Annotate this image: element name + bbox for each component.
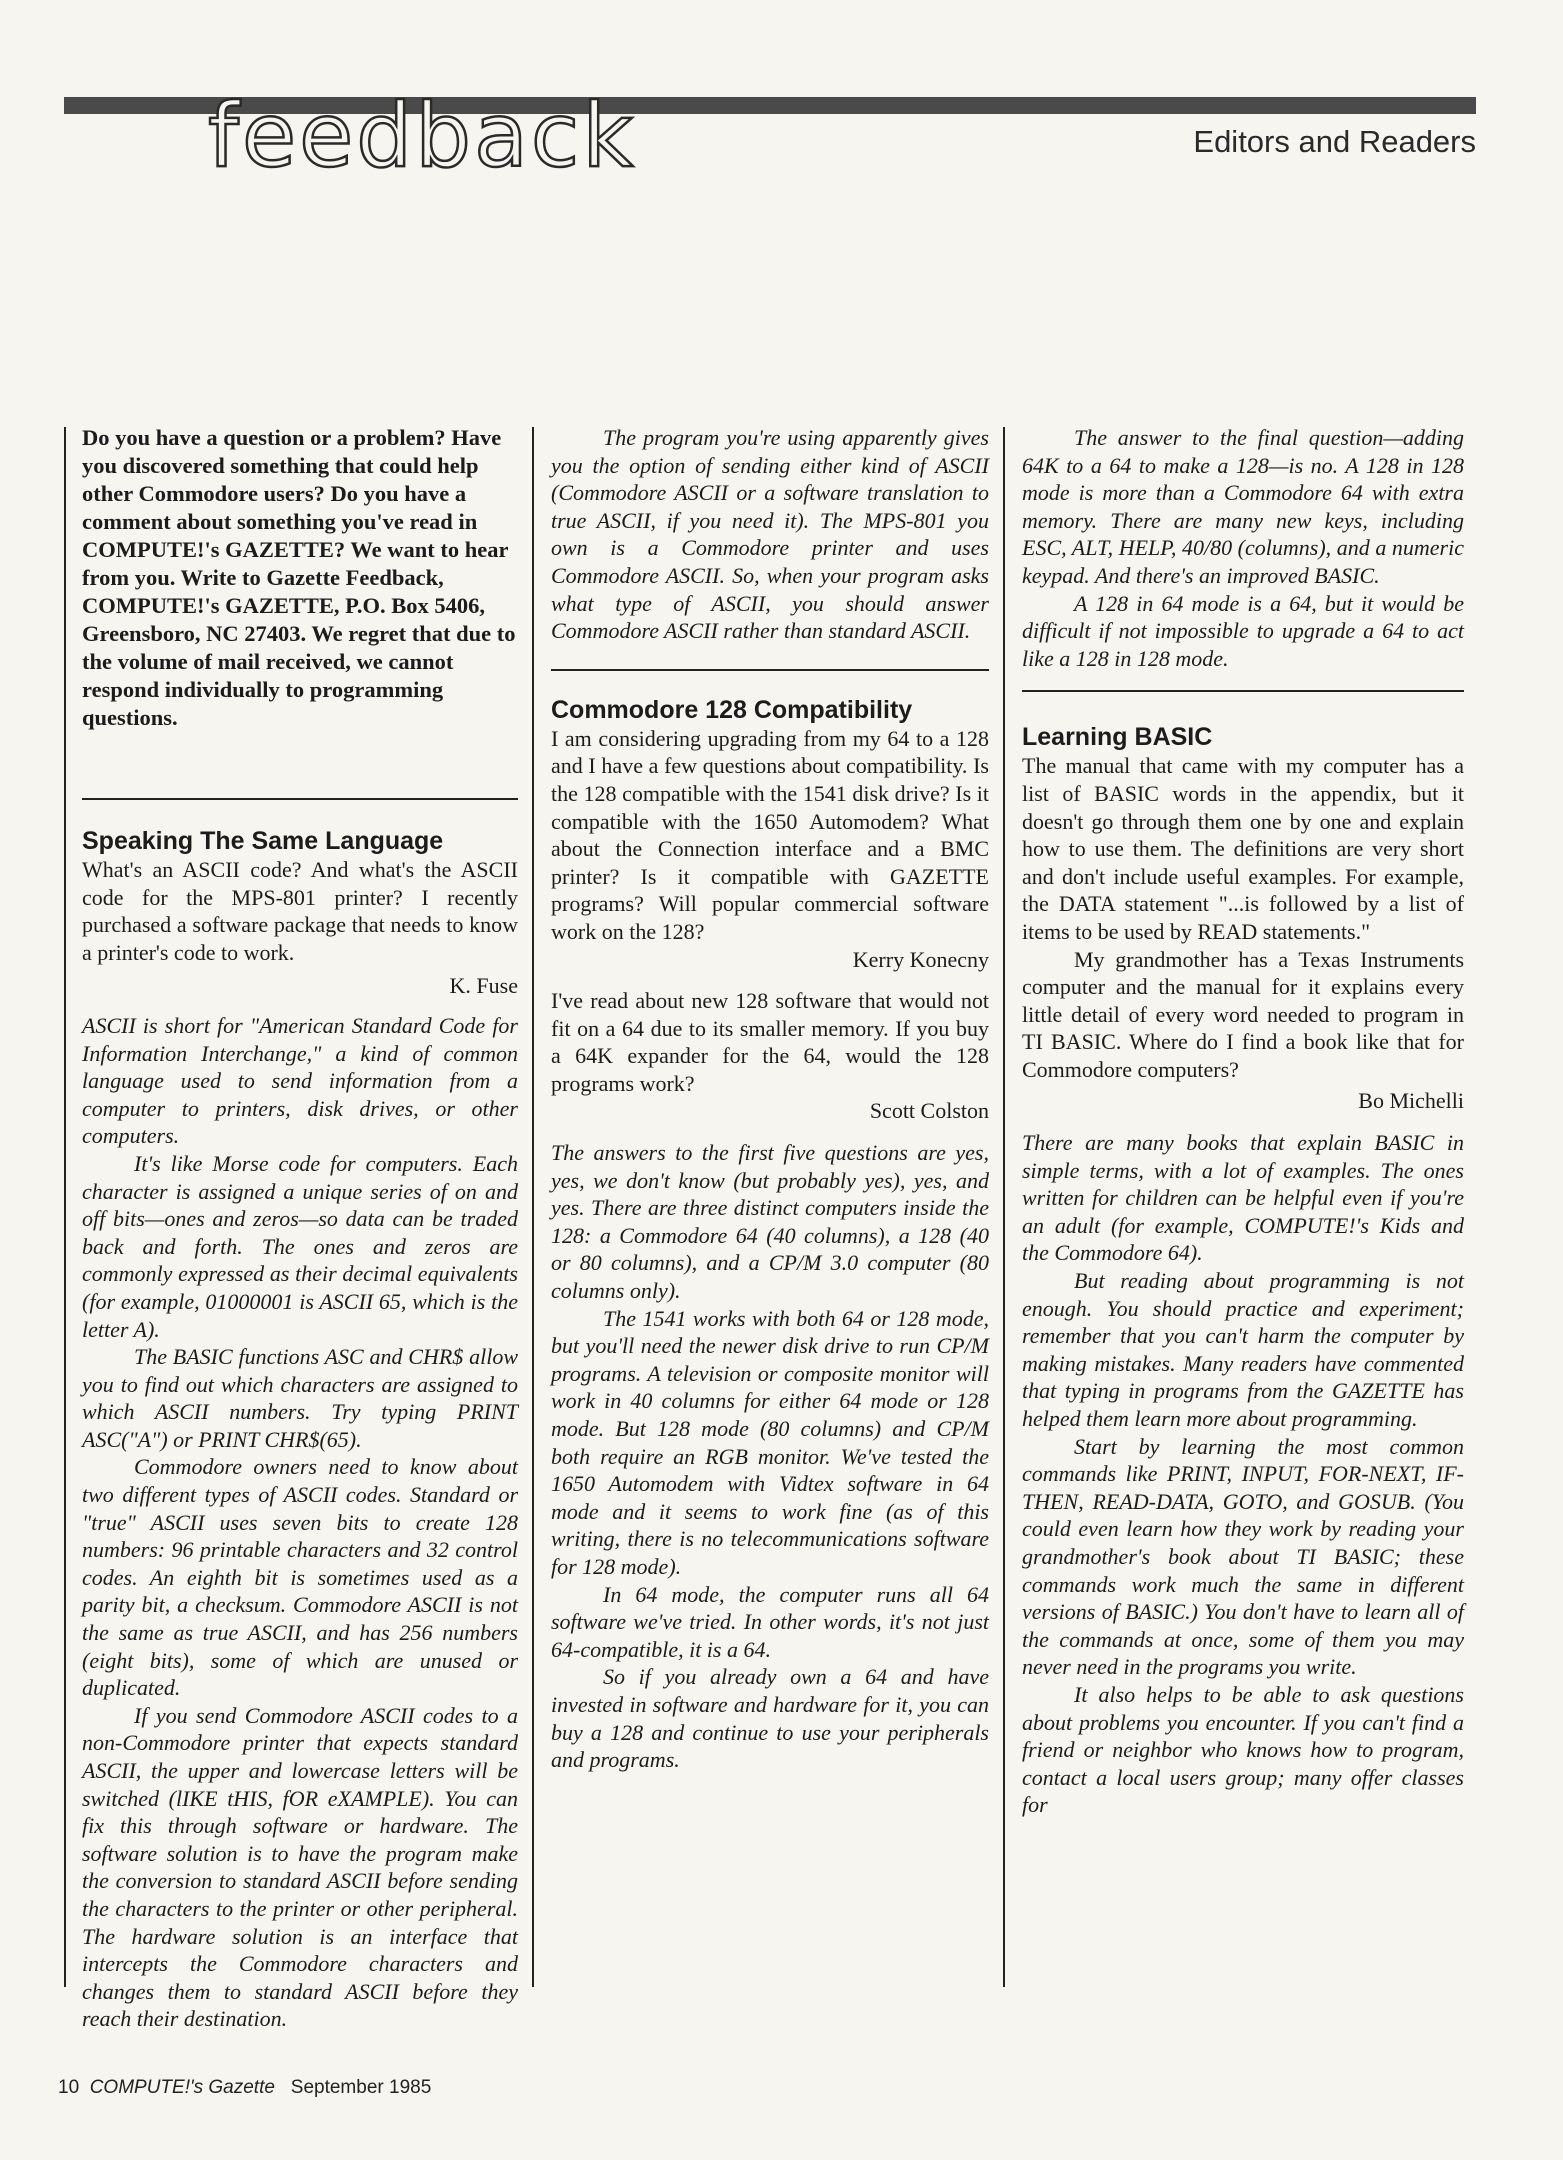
column-1 bbox=[82, 424, 518, 2033]
answer-paragraph: A 128 in 64 mode is a 64, but it would be difficult if not impossible to upgrade a 64 to act like a 128 in 128 mode. bbox=[1022, 590, 1464, 671]
letter-signature: K. Fuse bbox=[449, 973, 518, 999]
answer-paragraph: It also helps to be able to ask questions about problems you encounter. If you can't find a friend or neighbor who knows how to program, contact a local users group; many offer classes for bbox=[1022, 1681, 1464, 1818]
letter-signature: Scott Colston bbox=[869, 1098, 989, 1124]
letter-text: I've read about new 128 software that would not fit on a 64 due to its smaller memory. If you buy a 64K expander for the 64, would the 128 programs work? bbox=[551, 988, 989, 1096]
column-3 bbox=[1022, 424, 1464, 1819]
answer-paragraph: In 64 mode, the computer runs all 64 software we've tried. In other words, it's not just 64-compatible, it is a 64. bbox=[551, 1581, 989, 1662]
answer-paragraph: ASCII is short for "American Standard Code for Information Interchange," a kind of common language used to send information from a computer to printers, disk drives, or other computers. bbox=[82, 1012, 518, 1149]
answer-paragraph: So if you already own a 64 and have invested in software and hardware for it, you can buy a 128 and continue to use your peripherals and programs. bbox=[551, 1664, 989, 1773]
answer-paragraph: There are many books that explain BASIC in simple terms, with a lot of examples. The ones written for children can be helpful even if you're an adult (for example, COMPUTE!'s Kids and the Commodore 64). bbox=[1022, 1130, 1464, 1266]
section-label: Editors and Readers bbox=[1193, 124, 1476, 159]
answer-paragraph: The answer to the final question—adding 64K to a 64 to make a 128—is no. A 128 in 128 mode is more than a Commodore 64 with extra memory. There are many new keys, including ESC, ALT, HELP, 40/80 (columns), and a numeric keypad. And there's an improved BASIC. bbox=[1022, 425, 1464, 588]
letter-text: I am considering upgrading from my 64 to a 128 and I have a few questions about compatibility. Is the 128 compatible with the 1541 disk drive? Is it compatible with the 1650 Automodem? What about the Connection interface and a BMC printer? Is it compatible with GAZETTE programs? Will popular commercial software work on the 128? bbox=[551, 725, 989, 944]
column-rule-left bbox=[64, 427, 66, 1987]
answer-paragraph: Start by learning the most common commands like PRINT, INPUT, FOR-NEXT, IF-THEN, READ-DATA, GOTO, and GOSUB. (You could even learn how they work by reading your grandmother's book about TI BASIC; these commands work much the same in different versions of BASIC.) You don't have to learn all of the commands at once, some of them you may never need in the programs you write. bbox=[1022, 1433, 1464, 1680]
intro-text: Do you have a question or a problem? Have you discovered something that could help other Commodore users? Do you have a comment about something you've read in COMPUTE!'s GAZETTE? We want to hear from you. Write to Gazette Feedback, COMPUTE!'s GAZETTE, P.O. Box 5406, Greensboro, NC 27403. We regret that due to the volume of mail received, we cannot respond individually to programming questions. bbox=[82, 425, 516, 730]
letter-text: The manual that came with my computer has a list of BASIC words in the appendix, but it doesn't go through them one by one and explain how to use them. The definitions are very short and don't include useful examples. For example, the DATA statement "...is followed by a list of items to be used by READ statements." bbox=[1022, 753, 1464, 944]
answer-paragraph: The BASIC functions ASC and CHR$ allow you to find out which characters are assigned to which ASCII numbers. Try typing PRINT ASC("A") or PRINT CHR$(65). bbox=[82, 1344, 518, 1452]
column-2 bbox=[551, 424, 989, 1773]
article-title: Commodore 128 Compatibility bbox=[551, 695, 913, 724]
letter-signature: Kerry Konecny bbox=[852, 946, 989, 972]
column-rule-2 bbox=[1003, 427, 1005, 1987]
feedback-logo: feedback bbox=[208, 84, 637, 187]
page-footer bbox=[58, 2077, 431, 2099]
divider bbox=[1022, 690, 1464, 692]
letter-text: What's an ASCII code? And what's the ASCII code for the MPS-801 printer? I recently purchased a software package that needs to know a printer's code to work. bbox=[82, 857, 518, 965]
divider bbox=[551, 669, 989, 671]
answer-paragraph: It's like Morse code for computers. Each character is assigned a unique series of on and off bits—ones and zeros—so data can be traded back and forth. The ones and zeros are commonly expressed as their decimal equivalents (for example, 01000001 is ASCII 65, which is the letter A). bbox=[82, 1150, 518, 1342]
column-rule-1 bbox=[532, 427, 534, 1987]
answer-paragraph: If you send Commodore ASCII codes to a non-Commodore printer that expects standard ASCII, the upper and lowercase letters will be switched (lIKE tHIS, fOR eXAMPLE). You can fix this through software or hardware. The software solution is to have the program make the conversion to standard ASCII before sending the characters to the printer or other peripheral. The hardware solution is an interface that intercepts the Commodore characters and changes them to standard ASCII before they reach their destination. bbox=[82, 1702, 518, 2032]
article-title: Learning BASIC bbox=[1022, 723, 1213, 752]
magazine-name: COMPUTE!'s Gazette bbox=[89, 2077, 275, 2098]
letter-signature: Bo Michelli bbox=[1358, 1088, 1464, 1114]
answer-paragraph: But reading about programming is not enough. You should practice and experiment; remember that you can't harm the computer by making mistakes. Many readers have commented that typing in programs from the GAZETTE has helped them learn more about programming. bbox=[1022, 1268, 1464, 1431]
divider bbox=[82, 798, 518, 800]
page-number: 10 bbox=[58, 2077, 80, 2098]
answer-paragraph: Commodore owners need to know about two different types of ASCII codes. Standard or "true" ASCII uses seven bits to create 128 numbers: 96 printable characters and 32 control codes. An eighth bit is sometimes used as a parity bit, a checksum. Commodore ASCII is not the same as true ASCII, and has 256 numbers (eight bits), some of which are unused or duplicated. bbox=[82, 1454, 518, 1701]
answer-paragraph: The answers to the first five questions are yes, yes, we don't know (but probably yes), yes, and yes. There are three distinct computers inside the 128: a Commodore 64 (40 columns), a 128 (40 or 80 columns), and a CP/M 3.0 computer (80 columns only). bbox=[551, 1140, 989, 1304]
answer-paragraph: The program you're using apparently gives you the option of sending either kind of ASCII (Commodore ASCII or a software translation to true ASCII, if you need it). The MPS-801 you own is a Commodore printer and uses Commodore ASCII. So, when your program asks what type of ASCII, you should answer Commodore ASCII rather than standard ASCII. bbox=[551, 425, 989, 644]
article-title: Speaking The Same Language bbox=[82, 827, 444, 855]
answer-paragraph: The 1541 works with both 64 or 128 mode, but you'll need the newer disk drive to run CP/M programs. A television or composite monitor will work in 40 columns for either 64 mode or 128 mode. But 128 mode (80 columns) and CP/M both require an RGB monitor. We've tested the 1650 Automodem with Vidtex software in 64 mode and it seems to work fine (as of this writing, there is no telecommunications software for 128 mode). bbox=[551, 1305, 989, 1579]
letter-text: My grandmother has a Texas Instruments computer and the manual for it explains every little detail of every word needed to program in TI BASIC. Where do I find a book like that for Commodore computers? bbox=[1022, 946, 1464, 1082]
issue-date: September 1985 bbox=[290, 2077, 432, 2098]
